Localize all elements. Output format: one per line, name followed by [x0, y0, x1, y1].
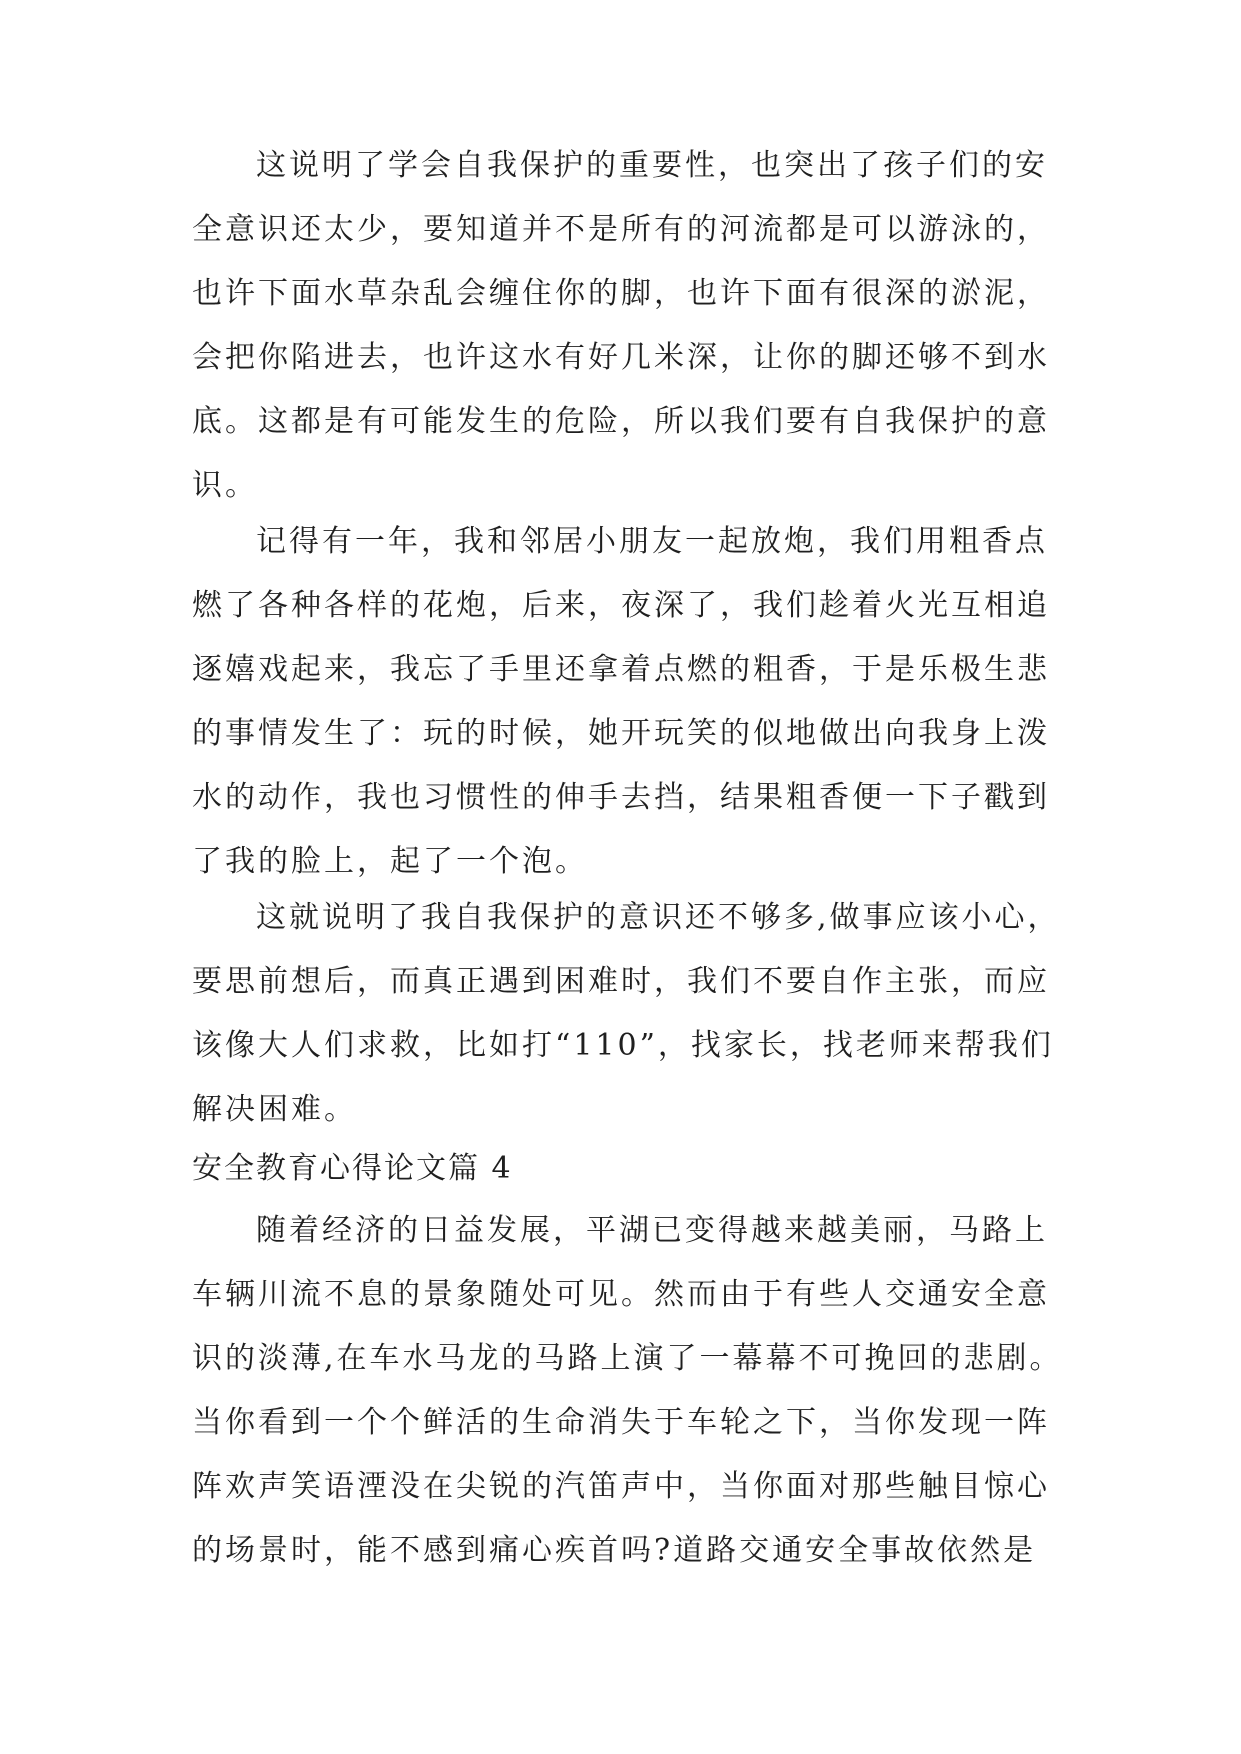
paragraph-line: 逐嬉戏起来，我忘了手里还拿着点燃的粗香，于是乐极生悲 — [192, 652, 1050, 687]
paragraph-line: 车辆川流不息的景象随处可见。然而由于有些人交通安全意 — [192, 1277, 1050, 1312]
paragraph-line: 识的淡薄,在车水马龙的马路上演了一幕幕不可挽回的悲剧。 — [192, 1341, 1063, 1376]
paragraph-line: 全意识还太少，要知道并不是所有的河流都是可以游泳的， — [192, 212, 1050, 247]
paragraph-line: 的场景时，能不感到痛心疾首吗?道路交通安全事故依然是 — [192, 1533, 1037, 1568]
paragraph-line: 该像大人们求救，比如打“110”，找家长，找老师来帮我们 — [192, 1028, 1054, 1063]
paragraph-line: 阵欢声笑语湮没在尖锐的汽笛声中，当你面对那些触目惊心 — [192, 1469, 1050, 1504]
paragraph-line: 了我的脸上，起了一个泡。 — [192, 844, 588, 879]
paragraph-line: 随着经济的日益发展，平湖已变得越来越美丽，马路上 — [256, 1213, 1048, 1248]
section-heading: 安全教育心得论文篇 4 — [192, 1151, 513, 1186]
paragraph-line: 这就说明了我自我保护的意识还不够多,做事应该小心， — [256, 900, 1061, 935]
section-heading-block — [192, 1137, 1072, 1201]
paragraph-line: 要思前想后，而真正遇到困难时，我们不要自作主张，而应 — [192, 964, 1050, 999]
section-paragraph — [192, 1199, 1072, 1583]
paragraph-line: 解决困难。 — [192, 1092, 357, 1127]
paragraph-line: 也许下面水草杂乱会缠住你的脚，也许下面有很深的淤泥， — [192, 276, 1050, 311]
paragraph-2 — [192, 510, 1072, 894]
paragraph-line: 当你看到一个个鲜活的生命消失于车轮之下，当你发现一阵 — [192, 1405, 1050, 1440]
paragraph-3 — [192, 886, 1072, 1142]
paragraph-1 — [192, 134, 1072, 518]
paragraph-line: 燃了各种各样的花炮，后来，夜深了，我们趁着火光互相追 — [192, 588, 1050, 623]
paragraph-line: 识。 — [192, 468, 258, 503]
paragraph-line: 的事情发生了：玩的时候，她开玩笑的似地做出向我身上泼 — [192, 716, 1050, 751]
paragraph-line: 会把你陷进去，也许这水有好几米深，让你的脚还够不到水 — [192, 340, 1050, 375]
paragraph-line: 水的动作，我也习惯性的伸手去挡，结果粗香便一下子戳到 — [192, 780, 1050, 815]
paragraph-line: 底。这都是有可能发生的危险，所以我们要有自我保护的意 — [192, 404, 1050, 439]
paragraph-line: 这说明了学会自我保护的重要性，也突出了孩子们的安 — [256, 148, 1048, 183]
paragraph-line: 记得有一年，我和邻居小朋友一起放炮，我们用粗香点 — [256, 524, 1048, 559]
